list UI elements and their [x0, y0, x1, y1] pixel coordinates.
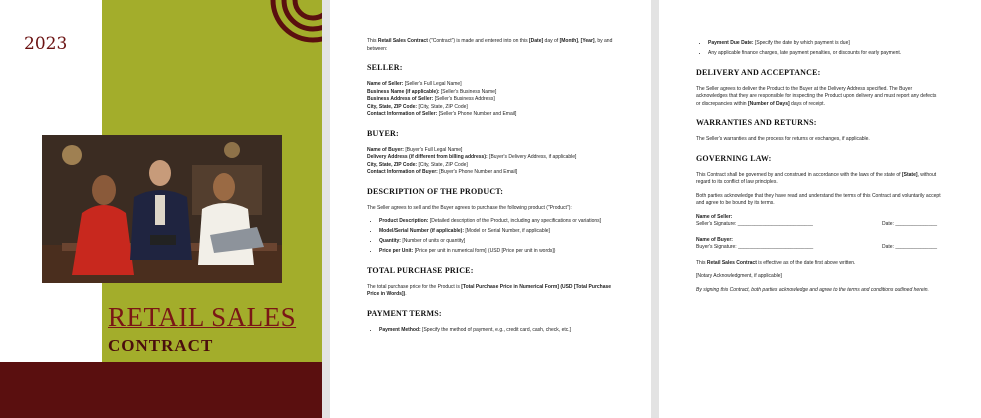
acknowledgement-paragraph: Both parties acknowledge that they have read and understand the terms of this Contract and voluntarily accept and agree to be bound by its terms. — [696, 192, 941, 206]
detail-line: City, State, ZIP Code: [City, State, ZIP Code] — [367, 161, 468, 168]
buyer-date-line: Date: _______________ — [882, 244, 938, 250]
warranties-heading: WARRANTIES AND RETURNS: — [696, 118, 817, 127]
contract-page-2 — [330, 0, 651, 418]
list-item: • Product Description: [Detailed description of the Product, including any specifications or variations] — [379, 218, 617, 226]
seller-details — [367, 81, 617, 119]
cover-title-line1: RETAIL SALES — [108, 302, 297, 332]
buyer-details — [367, 147, 617, 177]
seller-signature-row — [696, 221, 942, 229]
product-list — [367, 218, 617, 256]
notary-paragraph: [Notary Acknowledgment, if applicable] — [696, 273, 782, 279]
governing-law-heading: GOVERNING LAW: — [696, 153, 772, 163]
detail-line: Contact Information of Seller: [Seller's Phone Number and Email] — [367, 111, 517, 117]
cover-photo — [42, 135, 282, 283]
payment-list — [367, 327, 617, 335]
cover-bottom-band — [0, 362, 322, 418]
list-item: • Any applicable finance charges, late payment penalties, or discounts for early payment. — [708, 50, 942, 58]
seller-heading: SELLER: — [367, 63, 403, 72]
detail-line: Name of Seller: [Seller's Full Legal Name] — [367, 81, 462, 87]
detail-line: City, State, ZIP Code: [City, State, ZIP Code] — [367, 103, 468, 110]
delivery-heading: DELIVERY AND ACCEPTANCE: — [696, 67, 821, 77]
payment-list-continued — [696, 40, 942, 58]
price-paragraph: The total purchase price for the Product is [Total Purchase Price in Numerical Form] (USD [Total Purchase Price in Words]). — [367, 283, 612, 297]
product-heading: DESCRIPTION OF THE PRODUCT: — [367, 186, 504, 196]
cover-page — [0, 0, 322, 418]
concentric-rings-icon — [268, 0, 322, 50]
detail-line: Business Name (if applicable): [Seller's Business Name] — [367, 88, 497, 95]
list-item: • Model/Serial Number (if applicable): [Model or Serial Number, if applicable] — [379, 228, 617, 236]
detail-line: Contact Information of Buyer: [Buyer's Phone Number and Email] — [367, 169, 518, 175]
detail-line: Business Address of Seller: [Seller's Business Address] — [367, 96, 495, 102]
cover-year: 2023 — [24, 34, 68, 54]
delivery-paragraph: The Seller agrees to deliver the Product to the Buyer at the Delivery Address specified. The Buyer acknowledges that they are responsible for inspecting the Product upon delivery and must report any defects or discrepancies within [Number of Days] days of receipt. — [696, 85, 937, 107]
buyer-name-label: Name of Buyer: — [696, 236, 733, 243]
effective-paragraph: This Retail Sales Contract is effective as of the date first above written. — [696, 259, 856, 266]
governing-law-paragraph: This Contract shall be governed by and construed in accordance with the laws of the state of [State], without regard to its conflict of law principles. — [696, 171, 937, 185]
seller-date-line: Date: _______________ — [882, 221, 938, 227]
list-item: • Payment Due Date: [Specify the date by which payment is due] — [708, 40, 942, 48]
cover-title-line2: CONTRACT — [108, 336, 214, 355]
price-heading: TOTAL PURCHASE PRICE: — [367, 265, 474, 275]
list-item: • Payment Method: [Specify the method of payment, e.g., credit card, cash, check, etc.] — [379, 327, 617, 335]
buyer-signature-line: Buyer's Signature: ___________________________ — [696, 244, 814, 250]
detail-line: Delivery Address (if different from billing address): [Buyer's Delivery Address, if applicable] — [367, 154, 577, 160]
buyer-signature-row — [696, 244, 942, 252]
detail-line: Name of Buyer: [Buyer's Full Legal Name] — [367, 146, 463, 153]
payment-heading: PAYMENT TERMS: — [367, 308, 442, 318]
seller-signature-line: Seller's Signature: ___________________________ — [696, 221, 813, 227]
list-item: • Price per Unit: [Price per unit in numerical form] (USD [Price per unit in words]) — [379, 248, 617, 256]
intro-paragraph: This Retail Sales Contract ("Contract") is made and entered into on this [Date] day of [Month], [Year], by and between: — [367, 38, 613, 52]
contract-page-3 — [659, 0, 981, 418]
warranties-paragraph: The Seller's warranties and the process for returns or exchanges, if applicable. — [696, 136, 870, 142]
buyer-heading: BUYER: — [367, 128, 399, 138]
closing-paragraph: By signing this Contract, both parties acknowledge and agree to the terms and conditions outlined herein. — [696, 286, 929, 293]
seller-name-label: Name of Seller: — [696, 213, 733, 220]
list-item: • Quantity: [Number of units or quantity] — [379, 238, 617, 246]
product-intro: The Seller agrees to sell and the Buyer agrees to purchase the following product ("Product"): — [367, 204, 572, 211]
